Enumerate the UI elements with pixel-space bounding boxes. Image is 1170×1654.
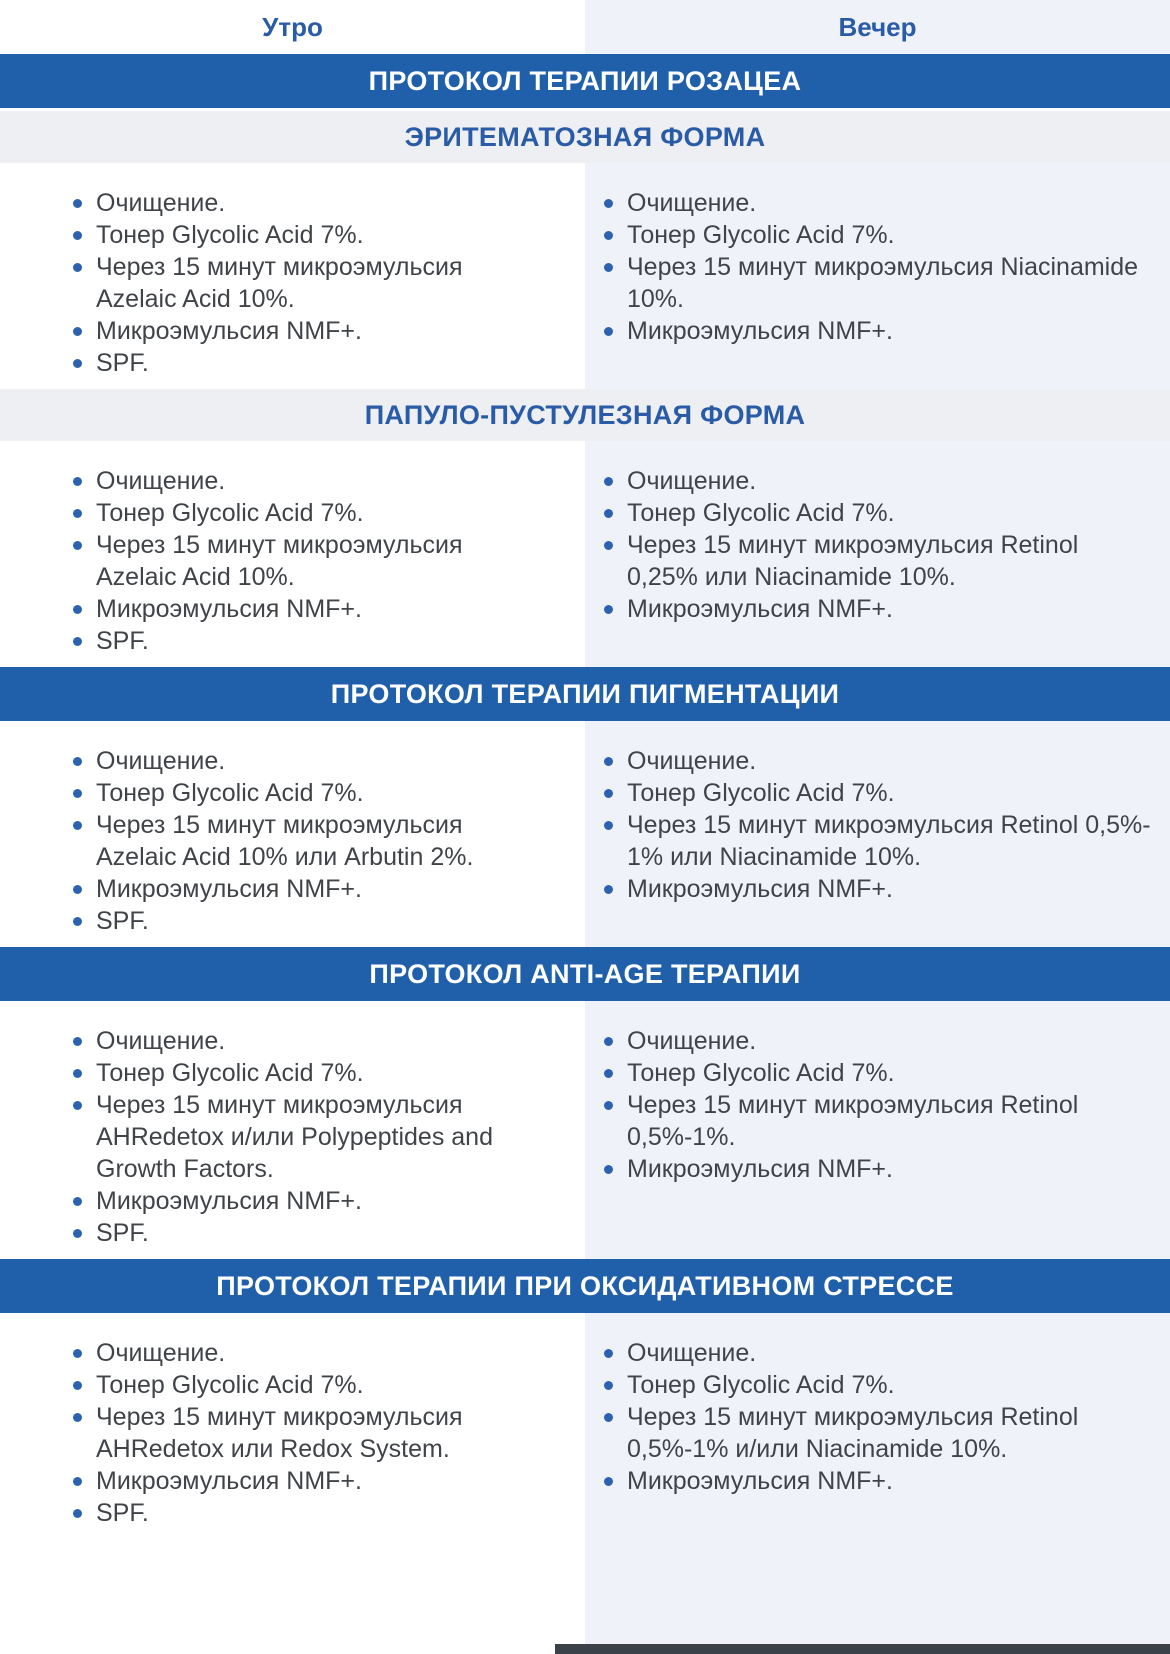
list-item-text: SPF. (96, 1499, 149, 1527)
list-item-text: Тонер Glycolic Acid 7%. (627, 499, 895, 527)
list-item (627, 593, 1156, 625)
list-item (96, 873, 545, 905)
erythematous-morning-list (96, 187, 545, 379)
list-item (627, 1465, 1156, 1497)
list-item (627, 251, 1156, 315)
list-item-text: Через 15 минут микроэмульсия Retinol 0,5%-1%. (627, 1091, 1079, 1151)
list-item (627, 315, 1156, 347)
column-header-evening: Вечер (838, 11, 917, 42)
list-item (627, 809, 1156, 873)
list-item-text: Микроэмульсия NMF+. (96, 317, 362, 345)
bullet-icon (73, 1037, 82, 1046)
bullet-icon (73, 789, 82, 798)
bullet-icon (604, 1381, 613, 1390)
bullet-icon (604, 541, 613, 550)
bullet-icon (604, 199, 613, 208)
list-item-text: Микроэмульсия NMF+. (627, 595, 893, 623)
list-item-text: Тонер Glycolic Acid 7%. (96, 499, 364, 527)
list-item (627, 465, 1156, 497)
oxidative-morning-list (96, 1337, 545, 1529)
list-item-text: Через 15 минут микроэмульсия Retinol 0,25% или Niacinamide 10%. (627, 531, 1079, 591)
list-item (627, 745, 1156, 777)
list-item (96, 1465, 545, 1497)
list-item (627, 1025, 1156, 1057)
bullet-icon (604, 1101, 613, 1110)
bullet-icon (604, 757, 613, 766)
bullet-icon (73, 821, 82, 830)
list-item-text: Тонер Glycolic Acid 7%. (96, 779, 364, 807)
list-item (627, 1153, 1156, 1185)
list-item (627, 873, 1156, 905)
papulopustular-evening-column (585, 441, 1170, 667)
banner-antiage-protocol: ПРОТОКОЛ ANTI-AGE ТЕРАПИИ (0, 947, 1170, 1001)
antiage-morning-column (0, 1001, 585, 1259)
list-item (627, 187, 1156, 219)
banner-pigmentation-protocol: ПРОТОКОЛ ТЕРАПИИ ПИГМЕНТАЦИИ (0, 667, 1170, 721)
list-item (627, 497, 1156, 529)
list-item (96, 777, 545, 809)
list-item (96, 625, 545, 657)
list-item-text: Микроэмульсия NMF+. (627, 1155, 893, 1183)
bullet-icon (73, 199, 82, 208)
bullet-icon (73, 1413, 82, 1422)
list-item (96, 465, 545, 497)
section-papulopustular (0, 441, 1170, 667)
bullet-icon (73, 917, 82, 926)
column-header-morning: Утро (262, 11, 323, 42)
papulopustular-morning-column (0, 441, 585, 667)
list-item (96, 1497, 545, 1529)
list-item (627, 777, 1156, 809)
erythematous-evening-column (585, 163, 1170, 389)
banner-papulopustular-form: ПАПУЛО-ПУСТУЛЕЗНАЯ ФОРМА (0, 389, 1170, 441)
list-item-text: SPF. (96, 349, 149, 377)
antiage-evening-list (627, 1025, 1156, 1185)
list-item (96, 347, 545, 379)
list-item (96, 1217, 545, 1249)
list-item (96, 1337, 545, 1369)
bullet-icon (73, 1197, 82, 1206)
list-item-text: Через 15 минут микроэмульсия Azelaic Acid 10% или Arbutin 2%. (96, 811, 474, 871)
bullet-icon (73, 327, 82, 336)
bullet-icon (73, 1477, 82, 1486)
papulopustular-evening-list (627, 465, 1156, 625)
list-item-text: Очищение. (627, 1339, 757, 1367)
list-item-text: Тонер Glycolic Acid 7%. (627, 1371, 895, 1399)
bullet-icon (604, 1349, 613, 1358)
list-item (96, 1401, 545, 1465)
section-antiage (0, 1001, 1170, 1259)
list-item (627, 529, 1156, 593)
list-item-text: Через 15 минут микроэмульсия AHRedetox или Redox System. (96, 1403, 463, 1463)
bullet-icon (604, 1037, 613, 1046)
list-item-text: Через 15 минут микроэмульсия Retinol 0,5%-1% и/или Niacinamide 10%. (627, 1403, 1079, 1463)
column-header-row (0, 0, 1170, 54)
list-item-text: Очищение. (96, 467, 226, 495)
bullet-icon (604, 327, 613, 336)
list-item-text: Через 15 минут микроэмульсия Niacinamide 10%. (627, 253, 1139, 313)
bullet-icon (604, 885, 613, 894)
bullet-icon (604, 477, 613, 486)
bullet-icon (73, 885, 82, 894)
list-item-text: SPF. (96, 1219, 149, 1247)
bullet-icon (73, 605, 82, 614)
list-item (96, 809, 545, 873)
oxidative-morning-column (0, 1313, 585, 1654)
list-item (96, 1057, 545, 1089)
bullet-icon (73, 1381, 82, 1390)
list-item-text: Тонер Glycolic Acid 7%. (627, 221, 895, 249)
list-item-text: Тонер Glycolic Acid 7%. (627, 1059, 895, 1087)
bullet-icon (73, 263, 82, 272)
papulopustular-morning-list (96, 465, 545, 657)
pigmentation-morning-column (0, 721, 585, 947)
bullet-icon (604, 1069, 613, 1078)
list-item (627, 1401, 1156, 1465)
bullet-icon (604, 263, 613, 272)
bullet-icon (73, 637, 82, 646)
list-item-text: Микроэмульсия NMF+. (96, 595, 362, 623)
oxidative-evening-column (585, 1313, 1170, 1654)
banner-erythematous-form: ЭРИТЕМАТОЗНАЯ ФОРМА (0, 111, 1170, 163)
bullet-icon (604, 605, 613, 614)
bullet-icon (73, 541, 82, 550)
bullet-icon (73, 1229, 82, 1238)
bullet-icon (73, 757, 82, 766)
list-item (96, 1025, 545, 1057)
pigmentation-morning-list (96, 745, 545, 937)
list-item-text: SPF. (96, 907, 149, 935)
bullet-icon (604, 789, 613, 798)
list-item (627, 1369, 1156, 1401)
list-item-text: Очищение. (96, 189, 226, 217)
list-item (627, 219, 1156, 251)
list-item-text: Очищение. (96, 1027, 226, 1055)
list-item (96, 315, 545, 347)
bullet-icon (604, 1477, 613, 1486)
banner-oxidative-protocol: ПРОТОКОЛ ТЕРАПИИ ПРИ ОКСИДАТИВНОМ СТРЕССЕ (0, 1259, 1170, 1313)
list-item-text: Очищение. (96, 1339, 226, 1367)
list-item-text: Микроэмульсия NMF+. (96, 1187, 362, 1215)
pigmentation-evening-list (627, 745, 1156, 905)
bullet-icon (73, 1509, 82, 1518)
bullet-icon (73, 1069, 82, 1078)
bottom-partial-banner (555, 1644, 1170, 1654)
list-item-text: Микроэмульсия NMF+. (627, 1467, 893, 1495)
bullet-icon (73, 359, 82, 368)
bullet-icon (73, 1101, 82, 1110)
list-item-text: Очищение. (627, 747, 757, 775)
bullet-icon (73, 231, 82, 240)
oxidative-evening-list (627, 1337, 1156, 1497)
list-item-text: Через 15 минут микроэмульсия AHRedetox и/или Polypeptides and Growth Factors. (96, 1091, 493, 1183)
list-item-text: Через 15 минут микроэмульсия Azelaic Acid 10%. (96, 253, 463, 313)
antiage-morning-list (96, 1025, 545, 1249)
erythematous-evening-list (627, 187, 1156, 347)
bullet-icon (73, 1349, 82, 1358)
list-item (627, 1337, 1156, 1369)
list-item-text: Очищение. (96, 747, 226, 775)
bullet-icon (604, 509, 613, 518)
list-item (96, 497, 545, 529)
list-item (96, 593, 545, 625)
list-item (96, 1369, 545, 1401)
section-oxidative (0, 1313, 1170, 1654)
section-erythematous (0, 163, 1170, 389)
bullet-icon (604, 821, 613, 830)
list-item-text: SPF. (96, 627, 149, 655)
list-item-text: Микроэмульсия NMF+. (627, 317, 893, 345)
bullet-icon (73, 509, 82, 518)
list-item (96, 905, 545, 937)
bullet-icon (604, 1165, 613, 1174)
list-item (96, 745, 545, 777)
list-item-text: Тонер Glycolic Acid 7%. (96, 1371, 364, 1399)
list-item-text: Микроэмульсия NMF+. (96, 1467, 362, 1495)
list-item-text: Очищение. (627, 467, 757, 495)
bullet-icon (604, 1413, 613, 1422)
list-item-text: Через 15 минут микроэмульсия Azelaic Acid 10%. (96, 531, 463, 591)
pigmentation-evening-column (585, 721, 1170, 947)
list-item-text: Очищение. (627, 189, 757, 217)
list-item (96, 529, 545, 593)
erythematous-morning-column (0, 163, 585, 389)
list-item-text: Тонер Glycolic Acid 7%. (96, 221, 364, 249)
list-item-text: Микроэмульсия NMF+. (627, 875, 893, 903)
list-item-text: Через 15 минут микроэмульсия Retinol 0,5%- 1% или Niacinamide 10%. (627, 811, 1151, 871)
banner-rosacea-protocol: ПРОТОКОЛ ТЕРАПИИ РОЗАЦЕА (0, 54, 1170, 111)
list-item (96, 219, 545, 251)
list-item (96, 1185, 545, 1217)
list-item (96, 187, 545, 219)
bullet-icon (604, 231, 613, 240)
list-item-text: Микроэмульсия NMF+. (96, 875, 362, 903)
antiage-evening-column (585, 1001, 1170, 1259)
list-item (627, 1089, 1156, 1153)
list-item (627, 1057, 1156, 1089)
list-item-text: Тонер Glycolic Acid 7%. (96, 1059, 364, 1087)
list-item-text: Очищение. (627, 1027, 757, 1055)
bullet-icon (73, 477, 82, 486)
list-item-text: Тонер Glycolic Acid 7%. (627, 779, 895, 807)
section-pigmentation (0, 721, 1170, 947)
list-item (96, 1089, 545, 1185)
list-item (96, 251, 545, 315)
